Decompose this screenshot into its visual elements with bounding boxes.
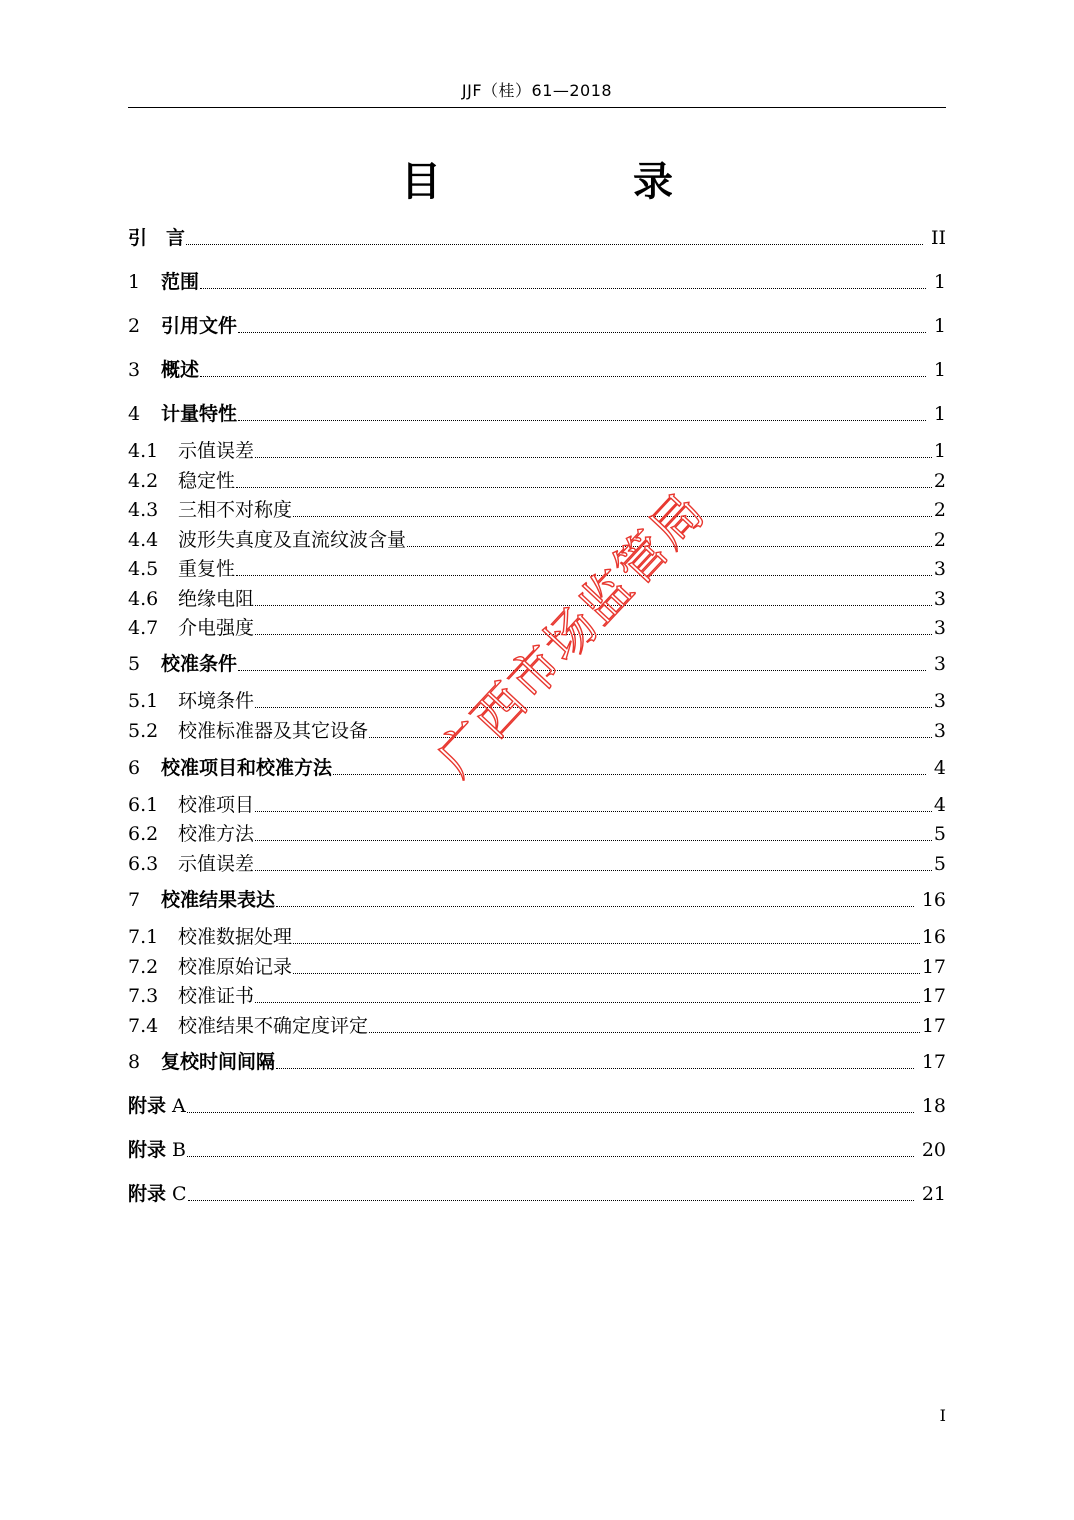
toc-entry[interactable] (128, 648, 946, 676)
toc-entry-page: 1 (933, 440, 946, 462)
toc-entry-label: 校准条件 (161, 653, 238, 675)
toc-entry[interactable] (128, 685, 946, 713)
dot-leader (369, 737, 932, 738)
toc-entry-number: 2 (128, 315, 141, 337)
toc-entry-number: 4.3 (128, 499, 159, 521)
toc-entry-page: 16 (921, 926, 946, 948)
dot-leader (293, 973, 920, 974)
dot-leader (238, 420, 926, 421)
toc-entry-number: 4 (128, 403, 141, 425)
toc-entry-label: 校准结果表达 (161, 889, 276, 911)
toc-entry-label: 附录 A (128, 1095, 186, 1117)
toc-entry-number: 4.2 (128, 470, 159, 492)
toc-entry-label: 三相不对称度 (178, 499, 293, 521)
dot-leader (188, 1200, 914, 1201)
toc-entry-page: 4 (933, 794, 946, 816)
dot-leader (187, 1156, 914, 1157)
toc-entry-page: 3 (933, 558, 946, 580)
toc-entry-label: 校准项目 (178, 794, 255, 816)
toc-entry-page: II (930, 227, 946, 249)
toc-entry-label: 概述 (161, 359, 200, 381)
toc-entry-page: 17 (921, 1015, 946, 1037)
toc-entry-page: 3 (933, 690, 946, 712)
appendix-letter: B (166, 1139, 187, 1161)
toc-entry[interactable] (128, 354, 946, 382)
toc-entry-page: 2 (933, 470, 946, 492)
toc-entry-label: 校准方法 (178, 823, 255, 845)
toc-entry-number: 8 (128, 1051, 141, 1073)
toc-entry-page: 20 (921, 1139, 946, 1161)
toc-entry-label: 校准标准器及其它设备 (178, 720, 369, 742)
toc-entry[interactable] (128, 818, 946, 846)
toc-entry-label: 复校时间间隔 (161, 1051, 276, 1073)
dot-leader (255, 840, 932, 841)
toc-entry-number: 7.2 (128, 956, 159, 978)
toc-entry-label: 稳定性 (178, 470, 236, 492)
dot-leader (238, 332, 926, 333)
toc-entry-page: 4 (933, 757, 946, 779)
toc-entry-label: 计量特性 (161, 403, 238, 425)
toc-entry-label: 引 言 (128, 227, 186, 249)
dot-leader (236, 575, 932, 576)
toc-entry[interactable] (128, 266, 946, 294)
dot-leader (276, 1068, 914, 1069)
toc-entry-label: 校准证书 (178, 985, 255, 1007)
toc-entry-number: 4.6 (128, 588, 159, 610)
dot-leader (255, 870, 932, 871)
toc-entry-page: 2 (933, 499, 946, 521)
toc-entry-label: 校准数据处理 (178, 926, 293, 948)
toc-entry-label: 波形失真度及直流纹波含量 (178, 529, 407, 551)
dot-leader (276, 906, 914, 907)
toc-entry-page: 1 (933, 271, 946, 293)
dot-leader (293, 516, 932, 517)
toc-entry-number: 4.5 (128, 558, 159, 580)
dot-leader (255, 457, 932, 458)
toc-entry-page: 3 (933, 588, 946, 610)
toc-entry-number: 4.7 (128, 617, 159, 639)
toc-entry[interactable] (128, 310, 946, 338)
toc-entry[interactable] (128, 980, 946, 1008)
toc-entry-number: 6.2 (128, 823, 159, 845)
toc-entry-number: 3 (128, 359, 141, 381)
toc-entry-page: 17 (921, 956, 946, 978)
toc-entry[interactable] (128, 921, 946, 949)
toc-entry-number: 7 (128, 889, 141, 911)
toc-entry[interactable] (128, 715, 946, 743)
toc-entry-page: 3 (933, 617, 946, 639)
dot-leader (187, 1112, 914, 1113)
toc-entry[interactable] (128, 553, 946, 581)
dot-leader (369, 1032, 920, 1033)
toc-entry-number: 5.1 (128, 690, 159, 712)
dot-leader (293, 943, 920, 944)
toc-entry[interactable] (128, 884, 946, 912)
toc-entry[interactable] (128, 789, 946, 817)
toc-entry[interactable] (128, 494, 946, 522)
toc-entry[interactable] (128, 435, 946, 463)
toc-entry-label: 示值误差 (178, 440, 255, 462)
dot-leader (407, 546, 932, 547)
toc-entry-number: 1 (128, 271, 141, 293)
toc-entry-label: 范围 (161, 271, 200, 293)
toc-entry-label: 校准项目和校准方法 (161, 757, 333, 779)
dot-leader (186, 244, 923, 245)
toc-entry-page: 1 (933, 315, 946, 337)
dot-leader (236, 487, 932, 488)
toc-entry-label: 示值误差 (178, 853, 255, 875)
dot-leader (200, 376, 926, 377)
toc-entry-number: 7.4 (128, 1015, 159, 1037)
toc-entry[interactable] (128, 612, 946, 640)
dot-leader (333, 774, 926, 775)
toc-entry-page: 17 (921, 1051, 946, 1073)
toc-entry-page: 17 (921, 985, 946, 1007)
toc-entry-page: 1 (933, 359, 946, 381)
toc-entry-label: 引用文件 (161, 315, 238, 337)
header-rule (128, 107, 946, 108)
toc-entry-label: 附录 C (128, 1183, 187, 1205)
toc-entry-label: 环境条件 (178, 690, 255, 712)
page-title: 目 录 (401, 159, 749, 205)
toc-entry[interactable] (128, 398, 946, 426)
toc-entry-number: 7.1 (128, 926, 159, 948)
toc-entry-label: 校准结果不确定度评定 (178, 1015, 369, 1037)
toc-entry[interactable] (128, 848, 946, 876)
dot-leader (238, 670, 926, 671)
toc-entry[interactable] (128, 222, 946, 250)
toc-entry[interactable] (128, 1090, 946, 1118)
toc-entry-number: 5 (128, 653, 141, 675)
toc-entry[interactable] (128, 1046, 946, 1074)
toc-entry-page: 5 (933, 823, 946, 845)
toc-entry-number: 5.2 (128, 720, 159, 742)
toc-entry[interactable] (128, 1134, 946, 1162)
toc-entry-label: 附录 B (128, 1139, 187, 1161)
toc-entry-label: 重复性 (178, 558, 236, 580)
dot-leader (255, 707, 932, 708)
appendix-letter: A (166, 1095, 186, 1117)
dot-leader (200, 288, 926, 289)
toc-entry[interactable] (128, 583, 946, 611)
toc-entry-page: 16 (921, 889, 946, 911)
watermark: 广西市场监管局 (426, 481, 717, 788)
toc-entry[interactable] (128, 465, 946, 493)
dot-leader (255, 605, 932, 606)
dot-leader (255, 634, 932, 635)
toc-entry-label: 绝缘电阻 (178, 588, 255, 610)
toc-entry-page: 1 (933, 403, 946, 425)
toc-entry-number: 4.1 (128, 440, 159, 462)
dot-leader (255, 811, 932, 812)
toc-entry-page: 21 (921, 1183, 946, 1205)
toc-entry-number: 6 (128, 757, 141, 779)
toc-entry-label: 校准原始记录 (178, 956, 293, 978)
toc-entry[interactable] (128, 752, 946, 780)
toc-entry-number: 7.3 (128, 985, 159, 1007)
toc-entry[interactable] (128, 1178, 946, 1206)
toc-entry-page: 18 (921, 1095, 946, 1117)
toc-entry-number: 6.3 (128, 853, 159, 875)
document-header: JJF（桂）61—2018 (461, 81, 613, 100)
toc-entry-number: 6.1 (128, 794, 159, 816)
toc-entry-page: 5 (933, 853, 946, 875)
toc-entry[interactable] (128, 1010, 946, 1038)
appendix-letter: C (166, 1183, 187, 1205)
toc-entry-page: 2 (933, 529, 946, 551)
toc-entry[interactable] (128, 524, 946, 552)
toc-entry-page: 3 (933, 720, 946, 742)
toc-entry-number: 4.4 (128, 529, 159, 551)
toc-entry-page: 3 (933, 653, 946, 675)
dot-leader (255, 1002, 920, 1003)
page-number: I (939, 1406, 946, 1425)
toc-entry[interactable] (128, 951, 946, 979)
toc-entry-label: 介电强度 (178, 617, 255, 639)
